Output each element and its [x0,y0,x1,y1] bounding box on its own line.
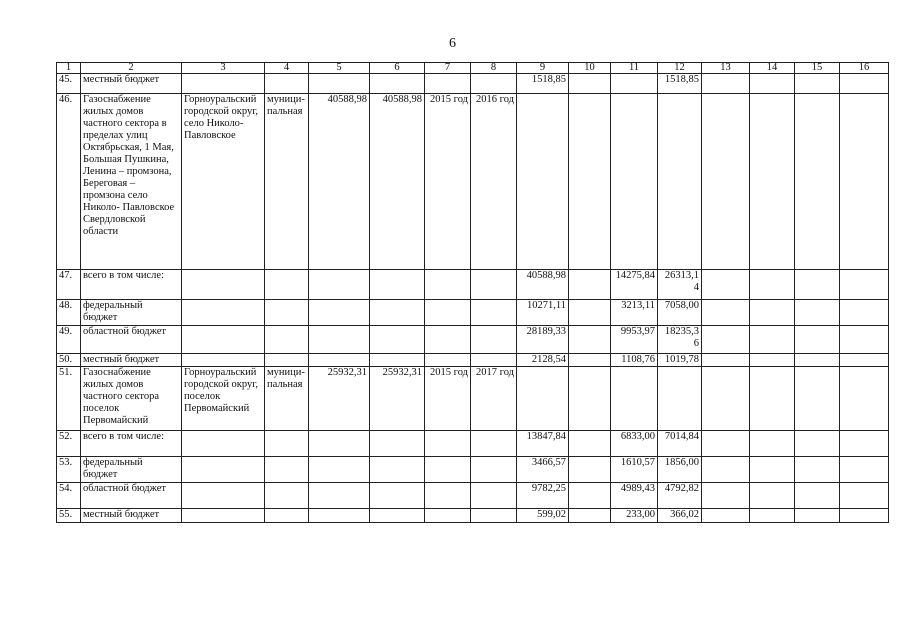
cell-col-16 [840,74,889,94]
cell-col-14 [750,94,795,270]
cell-col-8 [471,354,517,367]
cell-col-6 [370,509,425,523]
cell-col-11 [611,94,658,270]
cell-col-13 [702,509,750,523]
cell-col-11: 1108,76 [611,354,658,367]
cell-col-15 [795,367,840,431]
cell-col-6 [370,326,425,354]
cell-col-12: 1019,78 [658,354,702,367]
cell-col-1: 47. [57,270,81,300]
column-header-10: 10 [569,63,611,74]
cell-col-6 [370,431,425,457]
column-header-12: 12 [658,63,702,74]
cell-col-10 [569,354,611,367]
cell-col-3 [182,300,265,326]
cell-col-11: 233,00 [611,509,658,523]
cell-col-4 [265,457,309,483]
cell-col-1: 45. [57,74,81,94]
table-row [57,300,889,326]
cell-col-9: 13847,84 [517,431,569,457]
column-header-16: 16 [840,63,889,74]
cell-col-12 [658,367,702,431]
cell-col-2: местный бюджет [81,354,182,367]
cell-col-9: 28189,33 [517,326,569,354]
cell-col-14 [750,326,795,354]
cell-col-3 [182,457,265,483]
cell-col-15 [795,354,840,367]
cell-col-15 [795,270,840,300]
cell-col-7 [425,457,471,483]
cell-col-10 [569,367,611,431]
cell-col-14 [750,483,795,509]
column-header-7: 7 [425,63,471,74]
column-header-6: 6 [370,63,425,74]
cell-col-12: 1856,00 [658,457,702,483]
cell-col-1: 54. [57,483,81,509]
cell-col-6 [370,270,425,300]
table-row [57,431,889,457]
cell-col-10 [569,74,611,94]
cell-col-3 [182,270,265,300]
cell-col-5: 40588,98 [309,94,370,270]
table-row [57,509,889,523]
cell-col-15 [795,509,840,523]
cell-col-9: 3466,57 [517,457,569,483]
cell-col-10 [569,457,611,483]
column-header-8: 8 [471,63,517,74]
cell-col-7 [425,300,471,326]
cell-col-3 [182,483,265,509]
cell-col-16 [840,431,889,457]
cell-col-3 [182,74,265,94]
cell-col-12: 18235,36 [658,326,702,354]
cell-col-11 [611,74,658,94]
cell-col-7: 2015 год [425,94,471,270]
cell-col-5 [309,431,370,457]
cell-col-2: Газоснабжение жилых домов частного сектора в пределах улиц Октябрьская, 1 Мая, Большая Пушкина, Ленина – промзона, Береговая – промзона село Николо- Павловское Свердловской области [81,94,182,270]
cell-col-5 [309,457,370,483]
cell-col-8 [471,431,517,457]
table-body [57,74,889,523]
cell-col-2: областной бюджет [81,326,182,354]
cell-col-15 [795,457,840,483]
cell-col-15 [795,326,840,354]
cell-col-10 [569,270,611,300]
cell-col-6 [370,457,425,483]
cell-col-13 [702,354,750,367]
cell-col-9: 599,02 [517,509,569,523]
cell-col-12: 4792,82 [658,483,702,509]
cell-col-14 [750,270,795,300]
cell-col-12: 366,02 [658,509,702,523]
cell-col-14 [750,74,795,94]
cell-col-8 [471,326,517,354]
column-header-4: 4 [265,63,309,74]
cell-col-1: 48. [57,300,81,326]
table-row [57,74,889,94]
cell-col-16 [840,367,889,431]
cell-col-8 [471,509,517,523]
cell-col-14 [750,431,795,457]
cell-col-8 [471,483,517,509]
cell-col-6 [370,483,425,509]
cell-col-9 [517,94,569,270]
cell-col-5 [309,326,370,354]
cell-col-1: 51. [57,367,81,431]
cell-col-9: 1518,85 [517,74,569,94]
cell-col-14 [750,354,795,367]
cell-col-10 [569,483,611,509]
cell-col-8: 2016 год [471,94,517,270]
cell-col-8 [471,300,517,326]
cell-col-11: 1610,57 [611,457,658,483]
cell-col-12 [658,94,702,270]
cell-col-16 [840,270,889,300]
cell-col-7 [425,483,471,509]
cell-col-15 [795,300,840,326]
cell-col-4: муници- пальная [265,367,309,431]
cell-col-2: Газоснабжение жилых домов частного сектора поселок Первомайский [81,367,182,431]
cell-col-16 [840,300,889,326]
cell-col-11: 9953,97 [611,326,658,354]
column-header-2: 2 [81,63,182,74]
column-header-14: 14 [750,63,795,74]
cell-col-13 [702,326,750,354]
cell-col-12: 1518,85 [658,74,702,94]
cell-col-4 [265,431,309,457]
cell-col-7 [425,326,471,354]
cell-col-14 [750,509,795,523]
column-header-9: 9 [517,63,569,74]
cell-col-10 [569,300,611,326]
cell-col-12: 7058,00 [658,300,702,326]
cell-col-12: 7014,84 [658,431,702,457]
cell-col-9: 9782,25 [517,483,569,509]
cell-col-16 [840,483,889,509]
cell-col-3 [182,509,265,523]
cell-col-13 [702,300,750,326]
cell-col-4 [265,509,309,523]
cell-col-5: 25932,31 [309,367,370,431]
cell-col-5 [309,354,370,367]
column-header-11: 11 [611,63,658,74]
cell-col-5 [309,300,370,326]
cell-col-11: 4989,43 [611,483,658,509]
cell-col-10 [569,509,611,523]
cell-col-13 [702,367,750,431]
cell-col-2: федеральный бюджет [81,300,182,326]
cell-col-2: областной бюджет [81,483,182,509]
column-header-3: 3 [182,63,265,74]
table-row [57,367,889,431]
cell-col-16 [840,94,889,270]
cell-col-14 [750,367,795,431]
table-row [57,457,889,483]
cell-col-4 [265,483,309,509]
cell-col-14 [750,457,795,483]
cell-col-9: 2128,54 [517,354,569,367]
cell-col-5 [309,509,370,523]
cell-col-8 [471,270,517,300]
cell-col-6 [370,354,425,367]
cell-col-3: Горноуральский городской округ, поселок Первомайский [182,367,265,431]
cell-col-10 [569,431,611,457]
cell-col-6 [370,300,425,326]
cell-col-5 [309,270,370,300]
cell-col-6 [370,74,425,94]
cell-col-8 [471,457,517,483]
cell-col-7 [425,354,471,367]
cell-col-16 [840,509,889,523]
cell-col-13 [702,457,750,483]
cell-col-2: местный бюджет [81,74,182,94]
cell-col-9 [517,367,569,431]
cell-col-12: 26313,14 [658,270,702,300]
table-row [57,483,889,509]
cell-col-3 [182,354,265,367]
cell-col-10 [569,326,611,354]
cell-col-6: 25932,31 [370,367,425,431]
cell-col-13 [702,431,750,457]
cell-col-4 [265,270,309,300]
column-header-5: 5 [309,63,370,74]
cell-col-11 [611,367,658,431]
column-number-row [57,63,889,74]
cell-col-13 [702,483,750,509]
column-header-1: 1 [57,63,81,74]
cell-col-9: 10271,11 [517,300,569,326]
cell-col-16 [840,457,889,483]
cell-col-13 [702,74,750,94]
cell-col-15 [795,483,840,509]
cell-col-4 [265,74,309,94]
cell-col-15 [795,74,840,94]
cell-col-11: 6833,00 [611,431,658,457]
cell-col-2: всего в том числе: [81,431,182,457]
page-number: 6 [449,36,456,51]
cell-col-3: Горноуральский городской округ, село Николо- Павловское [182,94,265,270]
cell-col-8 [471,74,517,94]
cell-col-4 [265,326,309,354]
cell-col-7 [425,431,471,457]
cell-col-14 [750,300,795,326]
cell-col-2: местный бюджет [81,509,182,523]
cell-col-4 [265,354,309,367]
budget-table [56,62,889,523]
cell-col-4: муници- пальная [265,94,309,270]
cell-col-16 [840,354,889,367]
cell-col-15 [795,94,840,270]
cell-col-5 [309,74,370,94]
cell-col-9: 40588,98 [517,270,569,300]
cell-col-15 [795,431,840,457]
cell-col-6: 40588,98 [370,94,425,270]
cell-col-2: всего в том числе: [81,270,182,300]
cell-col-7: 2015 год [425,367,471,431]
column-header-13: 13 [702,63,750,74]
cell-col-13 [702,270,750,300]
cell-col-1: 53. [57,457,81,483]
cell-col-4 [265,300,309,326]
cell-col-1: 46. [57,94,81,270]
table-row [57,94,889,270]
cell-col-11: 14275,84 [611,270,658,300]
cell-col-7 [425,74,471,94]
cell-col-3 [182,326,265,354]
cell-col-7 [425,509,471,523]
cell-col-3 [182,431,265,457]
cell-col-13 [702,94,750,270]
cell-col-16 [840,326,889,354]
cell-col-5 [309,483,370,509]
cell-col-11: 3213,11 [611,300,658,326]
cell-col-10 [569,94,611,270]
column-header-15: 15 [795,63,840,74]
cell-col-1: 55. [57,509,81,523]
cell-col-1: 49. [57,326,81,354]
cell-col-1: 50. [57,354,81,367]
table-row [57,354,889,367]
table-row [57,270,889,300]
cell-col-2: федеральный бюджет [81,457,182,483]
table-row [57,326,889,354]
cell-col-8: 2017 год [471,367,517,431]
cell-col-7 [425,270,471,300]
cell-col-1: 52. [57,431,81,457]
